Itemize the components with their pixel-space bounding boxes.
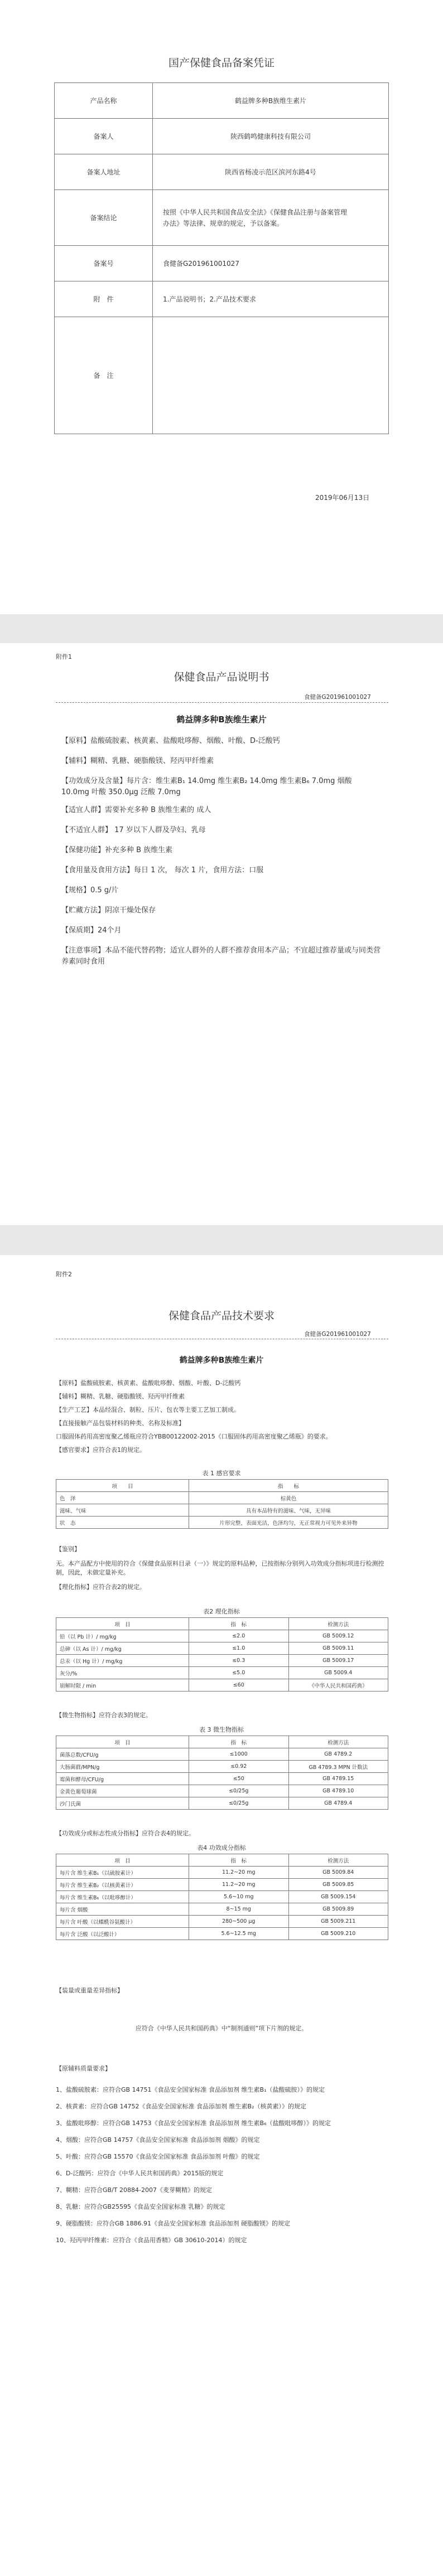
tech-mid <box>56 1545 388 1597</box>
table3-caption: 表 3 微生物指标 <box>199 1726 244 1733</box>
physchem-table-cell: ≤5.0 <box>189 1667 289 1679</box>
certificate-row-value: 陕西鹤鸣健康科技有限公司 <box>153 119 389 154</box>
functional-table-cell: GB 5009.154 <box>288 1891 388 1903</box>
functional-table-cell: GB 5009.85 <box>288 1879 388 1891</box>
tech-intro-line: 【生产工艺】本品经混合、制粒、压片、包衣等主要工艺加工制成。 <box>56 1406 240 1413</box>
physchem-table-header-cell: 指 标 <box>189 1618 289 1630</box>
functional-table-cell: 每片含 烟酸 <box>56 1903 189 1916</box>
manual-line: 【食用量及食用方法】每日 1 次， 每次 1 片，食用方法：口服 <box>61 866 264 874</box>
micro-table-header-cell: 项 目 <box>56 1736 189 1748</box>
functional-table-cell: 每片含 泛酸（以泛酸计） <box>56 1928 189 1940</box>
physchem-table-row <box>56 1642 388 1655</box>
functional-table-cell: 每片含 维生素B₂（以核黄素计） <box>56 1879 189 1891</box>
functional-table-cell: 11.2~20 mg <box>189 1879 289 1891</box>
functional-table-cell: GB 5009.84 <box>288 1867 388 1879</box>
micro-table-cell: GB 4789.2 <box>288 1748 388 1761</box>
physchem-table-cell: GB 5009.12 <box>288 1630 388 1642</box>
physchem-table-row <box>56 1679 388 1692</box>
certificate-page <box>0 0 443 613</box>
physchem-table-row <box>56 1630 388 1642</box>
micro-table-row <box>56 1773 388 1785</box>
physchem-table <box>56 1617 388 1692</box>
sensory-table-row <box>56 1504 388 1517</box>
tech-intro-line: 【直接接触产品包装材料的种类、名称及标准】 <box>56 1420 185 1427</box>
sensory-table-header-cell: 项 目 <box>56 1480 189 1492</box>
table1-caption: 表 1 感官要求 <box>202 1470 241 1477</box>
certificate-row-value: 1.产品说明书；2.产品技术要求 <box>153 281 389 317</box>
physchem-table-cell: ≤0.3 <box>189 1655 289 1667</box>
certificate-row-value <box>153 317 389 434</box>
functional-table-header-cell: 项 目 <box>56 1854 189 1867</box>
micro-table-cell: GB 4789.10 <box>288 1785 388 1797</box>
raw-material-item: 8、乳糖：应符合GB25595《食品安全国家标准 乳糖》的规定 <box>56 2203 225 2210</box>
manual-line: 【不适宜人群】 17 岁以下人群及孕妇、乳母 <box>61 826 206 834</box>
certificate-row <box>55 83 389 119</box>
certificate-row-value: 陕西省杨凌示范区滨河东路4号 <box>153 154 389 190</box>
certificate-table <box>54 82 389 434</box>
micro-table-header-row <box>56 1736 388 1748</box>
physchem-table-cell: 崩解时限 / min <box>56 1679 189 1692</box>
sensory-table-cell: 滋味、气味 <box>56 1504 189 1517</box>
functional-table-cell: GB 5009.211 <box>288 1916 388 1928</box>
functional-table-row <box>56 1928 388 1940</box>
manual-regno: 食健备G201961001027 <box>304 694 371 701</box>
functional-table-cell: 每片含 叶酸（以蝶酰谷氨酸计） <box>56 1916 189 1928</box>
sensory-table <box>56 1479 388 1529</box>
micro-table-cell: ≤0/25g <box>189 1785 289 1797</box>
tech-intro <box>56 1379 391 1459</box>
certificate-row <box>55 154 389 190</box>
functional-table-row <box>56 1867 388 1879</box>
certificate-row-label: 备案号 <box>55 246 153 281</box>
functional-table-cell: 280~500 μg <box>189 1916 289 1928</box>
tech-intro-line: 口服固体药用高密度聚乙烯瓶应符合YBB00122002-2015《口服固体药用高密度聚乙烯瓶》的要求。 <box>56 1433 332 1440</box>
micro-table-cell: ≤1000 <box>189 1748 289 1761</box>
sensory-table-cell: 棕黄色 <box>189 1492 388 1504</box>
raw-material-list <box>56 2086 391 2253</box>
functional-table-cell: 11.2~20 mg <box>189 1867 289 1879</box>
functional-table-header-cell: 指 标 <box>189 1854 289 1867</box>
physchem-table-cell: GB 5009.11 <box>288 1642 388 1655</box>
micro-table-row <box>56 1761 388 1773</box>
manual-title: 保健食品产品说明书 <box>174 671 269 683</box>
micro-heading: 【微生物指标】应符合表3的规定。 <box>56 1712 152 1719</box>
functional-table-row <box>56 1903 388 1916</box>
micro-table-cell: ≤50 <box>189 1773 289 1785</box>
functional-table-row <box>56 1891 388 1903</box>
manual-line: 【注意事项】本品不能代替药物；适宜人群外的人群不推荐食用本产品；不宜超过推荐量或与同类营养素同时食用 <box>61 946 381 966</box>
certificate-row-label: 产品名称 <box>55 83 153 119</box>
micro-table-cell: 沙门氏菌 <box>56 1797 189 1810</box>
manual-line: 【原料】盐酸硫胺素、核黄素、盐酸吡哆醇、烟酸、叶酸、D-泛酸钙 <box>61 737 280 745</box>
functional-table-row <box>56 1916 388 1928</box>
physchem-table-row <box>56 1655 388 1667</box>
certificate-row <box>55 281 389 317</box>
raw-material-item: 1、盐酸硫胺素：应符合GB 14751《食品安全国家标准 食品添加剂 维生素B₁（盐酸硫胺）》的规定 <box>56 2086 325 2093</box>
micro-table-header-cell: 指 标 <box>189 1736 289 1748</box>
functional-table-cell: 5.6~12.5 mg <box>189 1928 289 1940</box>
certificate-row-value: 食健备G201961001027 <box>153 246 389 281</box>
micro-table-cell: 大肠菌群/MPN/g <box>56 1761 189 1773</box>
sensory-table-row <box>56 1492 388 1504</box>
manual-body <box>0 736 443 974</box>
certificate-row-label: 备 注 <box>55 317 153 434</box>
tech-page <box>0 1255 443 2576</box>
manual-page <box>0 643 443 1225</box>
manual-line: 【保质期】24个月 <box>61 926 122 935</box>
manual-line: 【贮藏方法】阴凉干燥处保存 <box>61 906 156 915</box>
manual-attachment-label: 附件1 <box>56 653 72 660</box>
physchem-table-cell: 铅（以 Pb 计）/ mg/kg <box>56 1630 189 1642</box>
micro-table-header-cell: 检测方法 <box>288 1736 388 1748</box>
tech-title: 保健食品产品技术要求 <box>168 1310 275 1322</box>
micro-table-cell: 霉菌和酵母/CFU/g <box>56 1773 189 1785</box>
functional-table <box>56 1854 388 1940</box>
raw-material-item: 9、硬脂酸镁：应符合GB 1886.91《食品安全国家标准 食品添加剂 硬脂酸镁》的规定 <box>56 2220 291 2227</box>
micro-table-cell: GB 4789.3 MPN 计数法 <box>288 1761 388 1773</box>
raw-material-item: 5、叶酸：应符合GB 15570《食品安全国家标准 食品添加剂 叶酸》的规定 <box>56 2153 260 2160</box>
tech-mid-line: 无。本产品配方中使用的符合《保健食品原料目录（一）》规定的原料品种，已按指标分别列入功效成分指标项进行检测控制，因此，未做定量补充。 <box>56 1560 384 1576</box>
physchem-table-cell: GB 5009.4 <box>288 1667 388 1679</box>
micro-table <box>56 1736 388 1810</box>
functional-table-cell: GB 5009.210 <box>288 1928 388 1940</box>
certificate-title: 国产保健食品备案凭证 <box>168 57 275 69</box>
functional-heading: 【功效成分或标志性成分指标】应符合表4的规定。 <box>56 1830 195 1837</box>
micro-table-row <box>56 1785 388 1797</box>
sensory-table-cell: 具有本品特有的滋味、气味，无异味 <box>189 1504 388 1517</box>
tech-intro-line: 【感官要求】应符合表1的规定。 <box>56 1446 146 1454</box>
certificate-row-value: 按照《中华人民共和国食品安全法》《保健食品注册与备案管理办法》等法律、规章的规定，予以备案。 <box>153 190 389 246</box>
manual-line: 【辅料】糊精、乳糖、硬脂酸镁、羟丙甲纤维素 <box>61 757 214 765</box>
micro-table-cell: 菌落总数/CFU/g <box>56 1748 189 1761</box>
physchem-table-cell: 总汞（以 Hg 计）/ mg/kg <box>56 1655 189 1667</box>
certificate-row <box>55 119 389 154</box>
tech-product-name: 鹤益牌多种B族维生素片 <box>179 1356 264 1365</box>
physchem-table-cell: 《中华人民共和国药典》 <box>288 1679 388 1692</box>
physchem-table-cell: ≤2.0 <box>189 1630 289 1642</box>
functional-table-header-row <box>56 1854 388 1867</box>
micro-table-cell: 金黄色葡萄球菌 <box>56 1785 189 1797</box>
raw-material-item: 10、羟丙甲纤维素：应符合《食品用香精》GB 30610-2014）的规定 <box>56 2237 247 2244</box>
manual-product-name: 鹤益牌多种B族维生素片 <box>176 715 267 725</box>
page-separator <box>0 1225 443 1255</box>
physchem-table-cell: ≤1.0 <box>189 1642 289 1655</box>
functional-table-cell: 每片含 维生素B₆（以吡哆醇计） <box>56 1891 189 1903</box>
sensory-table-cell: 色 泽 <box>56 1492 189 1504</box>
manual-line: 【规格】0.5 g/片 <box>61 886 119 895</box>
raw-material-item: 4、烟酸：应符合GB 14757《食品安全国家标准 食品添加剂 烟酸》的规定 <box>56 2136 260 2144</box>
micro-table-row <box>56 1748 388 1761</box>
functional-table-cell: 5.6~10 mg <box>189 1891 289 1903</box>
certificate-row-label: 备案人地址 <box>55 154 153 190</box>
certificate-row-label: 备案结论 <box>55 190 153 246</box>
physchem-table-cell: GB 5009.17 <box>288 1655 388 1667</box>
certificate-row <box>55 317 389 434</box>
certificate-date: 2019年06月13日 <box>315 494 370 502</box>
micro-table-row <box>56 1797 388 1810</box>
physchem-table-header-cell: 项 目 <box>56 1618 189 1630</box>
page-separator <box>0 614 443 643</box>
physchem-table-cell: 灰分/% <box>56 1667 189 1679</box>
weight-text: 应符合《中华人民共和国药典》中“制剂通则”项下片剂的规定。 <box>135 2025 308 2032</box>
manual-line: 【适宜人群】需要补充多种 B 族维生素的 成人 <box>61 806 211 814</box>
raw-material-item: 3、盐酸吡哆醇：应符合GB 14753《食品安全国家标准 食品添加剂 维生素B₆（盐酸吡哆醇）》的规定 <box>56 2120 331 2127</box>
manual-line: 【保健功能】补充多种 B 族维生素 <box>61 846 173 854</box>
weight-heading: 【装量或重量差异指标】 <box>56 1987 123 1994</box>
sensory-table-header-row <box>56 1480 388 1492</box>
certificate-row-label: 附 件 <box>55 281 153 317</box>
micro-table-cell: GB 4789.15 <box>288 1773 388 1785</box>
functional-table-cell: 每片含 维生素B₁（以硫胺素计） <box>56 1867 189 1879</box>
tech-mid-line: 【理化指标】应符合表2的规定。 <box>56 1583 146 1591</box>
tech-attachment-label: 附件2 <box>56 1271 72 1278</box>
raw-material-item: 7、糊精：应符合GB/T 20884-2007《麦芽糊精》的规定 <box>56 2186 212 2194</box>
manual-divider <box>56 702 388 703</box>
raw-heading: 【原辅料质量要求】 <box>56 2065 111 2072</box>
certificate-row <box>55 246 389 281</box>
table4-caption: 表4 功效成分指标 <box>197 1844 246 1851</box>
sensory-table-row <box>56 1517 388 1529</box>
micro-table-cell: GB 4789.4 <box>288 1797 388 1810</box>
tech-intro-line: 【辅料】糊精、乳糖、硬脂酸镁、羟丙甲纤维素 <box>56 1393 185 1400</box>
sensory-table-cell: 状 态 <box>56 1517 189 1529</box>
functional-table-cell: 8~15 mg <box>189 1903 289 1916</box>
tech-regno: 食健备G201961001027 <box>304 1331 371 1338</box>
physchem-table-cell: 总砷（以 As 计）/ mg/kg <box>56 1642 189 1655</box>
tech-mid-line: 【鉴别】 <box>56 1545 80 1553</box>
certificate-row-value: 鹤益牌多种B族维生素片 <box>153 83 389 119</box>
sensory-table-header-cell: 指 标 <box>189 1480 388 1492</box>
certificate-row-label: 备案人 <box>55 119 153 154</box>
certificate-row <box>55 190 389 246</box>
micro-table-cell: ≤0/25g <box>189 1797 289 1810</box>
physchem-table-row <box>56 1667 388 1679</box>
functional-table-cell: GB 5009.89 <box>288 1903 388 1916</box>
physchem-table-cell: ≤60 <box>189 1679 289 1692</box>
sensory-table-cell: 片形完整，表面光洁，色泽均匀，无正常视力可见外来异物 <box>189 1517 388 1529</box>
raw-material-item: 6、D-泛酸钙：应符合《中华人民共和国药典》2015版的规定 <box>56 2170 224 2177</box>
functional-table-header-cell: 检测方法 <box>288 1854 388 1867</box>
manual-line: 【功效成分及含量】每片含：维生素B₁ 14.0mg 维生素B₂ 14.0mg 维生素B₆ 7.0mg 烟酸 10.0mg 叶酸 350.0μg 泛酸 7.0mg <box>61 777 352 796</box>
tech-intro-line: 【原料】盐酸硫胺素、核黄素、盐酸吡哆醇、烟酸、叶酸、D-泛酸钙 <box>56 1379 241 1387</box>
functional-table-row <box>56 1879 388 1891</box>
physchem-table-header-row <box>56 1618 388 1630</box>
table2-caption: 表2 理化指标 <box>203 1608 240 1615</box>
physchem-table-header-cell: 检测方法 <box>288 1618 388 1630</box>
micro-table-cell: ≤0.92 <box>189 1761 289 1773</box>
raw-material-item: 2、核黄素：应符合GB 14752《食品安全国家标准 食品添加剂 维生素B₂（核黄素）》的规定 <box>56 2103 307 2110</box>
